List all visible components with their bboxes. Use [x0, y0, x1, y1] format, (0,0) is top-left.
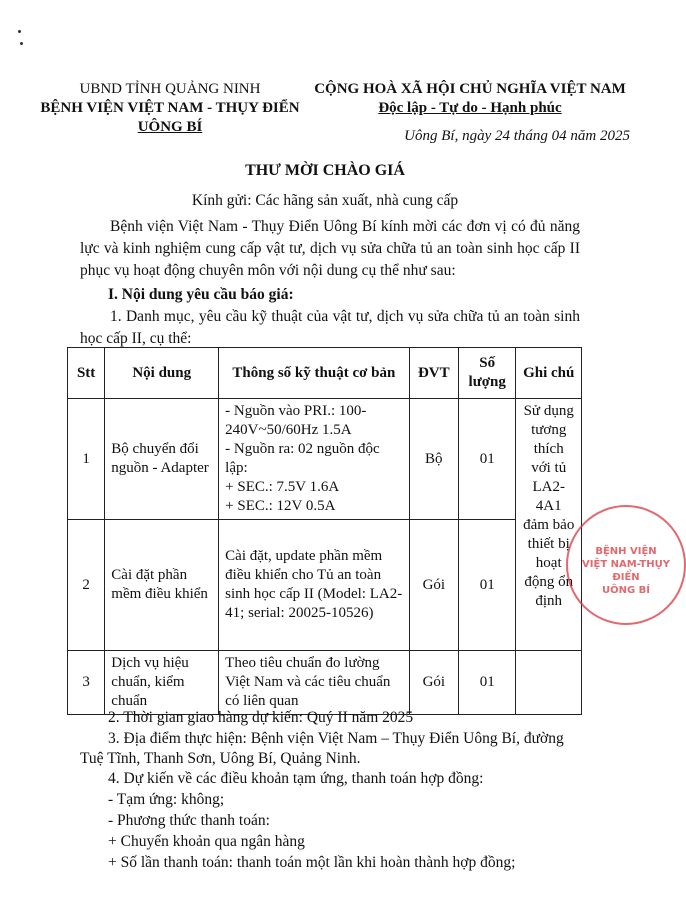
greeting: Kính gửi: Các hãng sản xuất, nhà cung cấp: [191, 192, 459, 209]
supply-table: [67, 347, 582, 715]
section-heading: I. Nội dung yêu cầu báo giá:: [108, 286, 294, 303]
header-specs: Thông số kỹ thuật cơ bản: [219, 348, 409, 399]
cell-content: Cài đặt phần mềm điều khiển: [105, 520, 219, 651]
national-name: CỘNG HOÀ XÃ HỘI CHỦ NGHĨA VIỆT NAM: [314, 81, 626, 97]
issuer-line-1: UBND TỈNH QUẢNG NINH: [79, 81, 261, 97]
bank-transfer: + Chuyển khoản qua ngân hàng: [108, 833, 305, 850]
spec-line: + SEC.: 12V 0.5A: [225, 498, 336, 514]
location-line-2: Tuệ Tĩnh, Thanh Sơn, Uông Bí, Quảng Ninh.: [80, 750, 361, 767]
cell-note: Sử dụng tương thích với tủ LA2-4A1 đảm bảo thiết bị hoạt động ổn định: [516, 399, 582, 651]
location-line-1: 3. Địa điểm thực hiện: Bệnh viện Việt Nam – Thụy Điển Uông Bí, đường: [108, 730, 564, 747]
cell-content: Bộ chuyển đổi nguồn - Adapter: [105, 399, 219, 520]
header-content: Nội dung: [105, 348, 219, 399]
national-motto: Độc lập - Tự do - Hạnh phúc: [378, 100, 562, 116]
header-unit: ĐVT: [409, 348, 458, 399]
spec-line: - Nguồn ra: 02 nguồn độc lập:: [225, 441, 380, 476]
national-motto-block: [300, 80, 640, 118]
cell-unit: Bộ: [409, 399, 458, 520]
payment-count: + Số lần thanh toán: thanh toán một lần khi hoàn thành hợp đồng;: [108, 854, 516, 871]
table-header-row: [68, 348, 582, 399]
stamp-line-1: BỆNH VIỆN: [595, 546, 657, 557]
cell-note-empty: [516, 651, 582, 715]
cell-stt: 2: [68, 520, 105, 651]
header-note: Ghi chú: [516, 348, 582, 399]
spec-line: + SEC.: 7.5V 1.6A: [225, 479, 340, 495]
table-row: [68, 651, 582, 715]
table-row: [68, 520, 582, 651]
intro-paragraph: Bệnh viện Việt Nam - Thụy Điển Uông Bí kính mời các đơn vị có đủ năng lực và kinh nghiệm cung cấp vật tư, dịch vụ sửa chữa tủ an toàn sinh học cấp II phục vụ hoạt động chuyên môn với nội dung cụ thể như sau:: [80, 218, 580, 279]
stamp-line-2: VIỆT NAM-THỤY ĐIỂN: [582, 559, 670, 583]
payment-method: - Phương thức thanh toán:: [108, 812, 270, 829]
item-1-text: 1. Danh mục, yêu cầu kỹ thuật của vật tư, dịch vụ sửa chữa tủ an toàn sinh học cấp II, cụ thể:: [80, 308, 580, 347]
header-qty: Số lượng: [459, 348, 516, 399]
advance-payment: - Tạm ứng: không;: [108, 791, 225, 808]
issuer-line-2: BỆNH VIỆN VIỆT NAM - THỤY ĐIỂN: [40, 100, 300, 116]
header-stt: Stt: [68, 348, 105, 399]
cell-stt: 1: [68, 399, 105, 520]
cell-specs: Theo tiêu chuẩn đo lường Việt Nam và các tiêu chuẩn có liên quan: [219, 651, 409, 715]
cell-specs: [219, 399, 409, 520]
scan-dot: [18, 30, 21, 33]
stamp-line-3: UÔNG BÍ: [601, 585, 651, 596]
delivery-time: 2. Thời gian giao hàng dự kiến: Quý II năm 2025: [108, 709, 414, 726]
issuer-block: [20, 80, 320, 137]
cell-qty: 01: [459, 399, 516, 520]
cell-specs: Cài đặt, update phần mềm điều khiển cho Tủ an toàn sinh học cấp II (Model: LA2-41; serial: 20025-10526): [219, 520, 409, 651]
payment-terms-heading: 4. Dự kiến về các điều khoản tạm ứng, thanh toán hợp đồng:: [108, 770, 484, 787]
document-date: Uông Bí, ngày 24 tháng 04 năm 2025: [404, 128, 630, 144]
cell-stt: 3: [68, 651, 105, 715]
scan-dot: [20, 42, 23, 45]
cell-unit: Gói: [409, 651, 458, 715]
cell-qty: 01: [459, 520, 516, 651]
table-row: [68, 399, 582, 520]
document-title: THƯ MỜI CHÀO GIÁ: [245, 162, 405, 179]
cell-content: Dịch vụ hiệu chuẩn, kiểm chuẩn: [105, 651, 219, 715]
issuer-line-3: UÔNG BÍ: [137, 119, 203, 135]
spec-line: - Nguồn vào PRI.: 100-240V~50/60Hz 1.5A: [225, 403, 367, 438]
cell-qty: 01: [459, 651, 516, 715]
cell-unit: Gói: [409, 520, 458, 651]
official-stamp: [566, 505, 686, 625]
